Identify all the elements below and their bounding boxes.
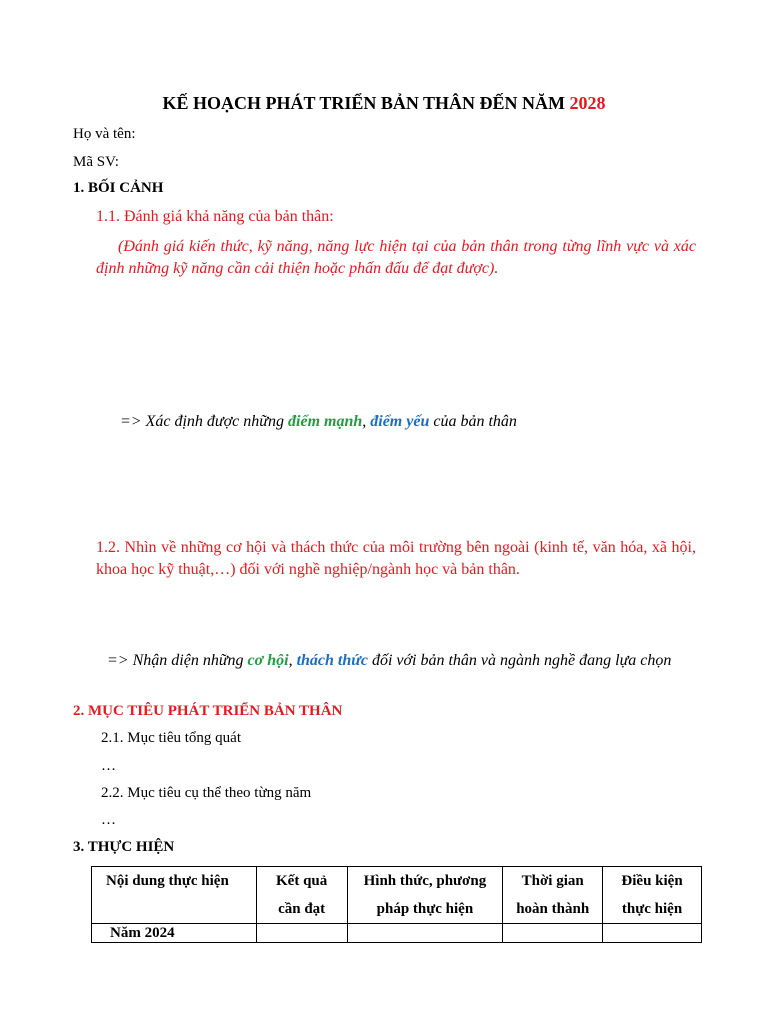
section1-1-conclusion	[120, 413, 517, 431]
page-title	[0, 93, 768, 114]
header-result: Kết quả cần đạt	[256, 867, 347, 924]
section1-2-conclusion	[83, 650, 693, 672]
student-id-label: Mã SV:	[73, 154, 119, 170]
conclusion-suffix: đối với bản thân và ngành nghề đang lựa chọn	[371, 652, 672, 669]
title-year: 2028	[569, 93, 606, 113]
challenges-label: thách thức	[296, 652, 368, 669]
section1-1-instruction: (Đánh giá kiến thức, kỹ năng, năng lực hiện tại của bản thân trong từng lĩnh vực và xác định những kỹ năng cần cải thiện hoặc phấn đấu để đạt được).	[96, 238, 696, 277]
name-label: Họ và tên:	[73, 126, 136, 142]
ellipsis-1: …	[101, 758, 116, 774]
ellipsis-2: …	[101, 812, 116, 828]
opportunities-label: cơ hội	[247, 652, 289, 669]
header-content: Nội dung thực hiện	[92, 867, 257, 924]
table-cell[interactable]	[503, 924, 603, 943]
section1-1-heading: 1.1. Đánh giá khả năng của bản thân:	[96, 208, 334, 225]
table-cell-year[interactable]: Năm 2024	[92, 924, 257, 943]
conclusion-prefix: => Xác định được những	[120, 413, 285, 430]
conclusion-suffix: của bản thân	[433, 413, 517, 430]
title-text: KẾ HOẠCH PHÁT TRIỂN BẢN THÂN ĐẾN NĂM	[162, 93, 566, 113]
table-cell[interactable]	[256, 924, 347, 943]
table-header-row	[92, 867, 702, 924]
header-method: Hình thức, phương pháp thực hiện	[347, 867, 503, 924]
header-conditions: Điều kiện thực hiện	[603, 867, 702, 924]
weaknesses-label: điểm yếu	[370, 413, 430, 430]
header-deadline: Thời gian hoàn thành	[503, 867, 603, 924]
section1-2-heading: 1.2. Nhìn về những cơ hội và thách thức của môi trường bên ngoài (kinh tế, văn hóa, xã hội, khoa học kỹ thuật,…) đối với nghề nghiệp/ngành học và bản thân.	[96, 539, 696, 578]
table-row	[92, 924, 702, 943]
conclusion-separator: ,	[362, 413, 367, 430]
conclusion-prefix: => Nhận diện những	[107, 652, 244, 669]
section1-heading: 1. BỐI CẢNH	[73, 180, 164, 196]
section2-heading: 2. MỤC TIÊU PHÁT TRIỂN BẢN THÂN	[73, 703, 343, 719]
goal-yearly: 2.2. Mục tiêu cụ thể theo từng năm	[101, 785, 312, 801]
plan-table	[91, 866, 702, 943]
table-cell[interactable]	[347, 924, 503, 943]
section3-heading: 3. THỰC HIỆN	[73, 839, 175, 855]
table-cell[interactable]	[603, 924, 702, 943]
strengths-label: điểm mạnh	[288, 413, 363, 430]
goal-general: 2.1. Mục tiêu tổng quát	[101, 730, 241, 746]
conclusion-separator: ,	[288, 652, 293, 669]
